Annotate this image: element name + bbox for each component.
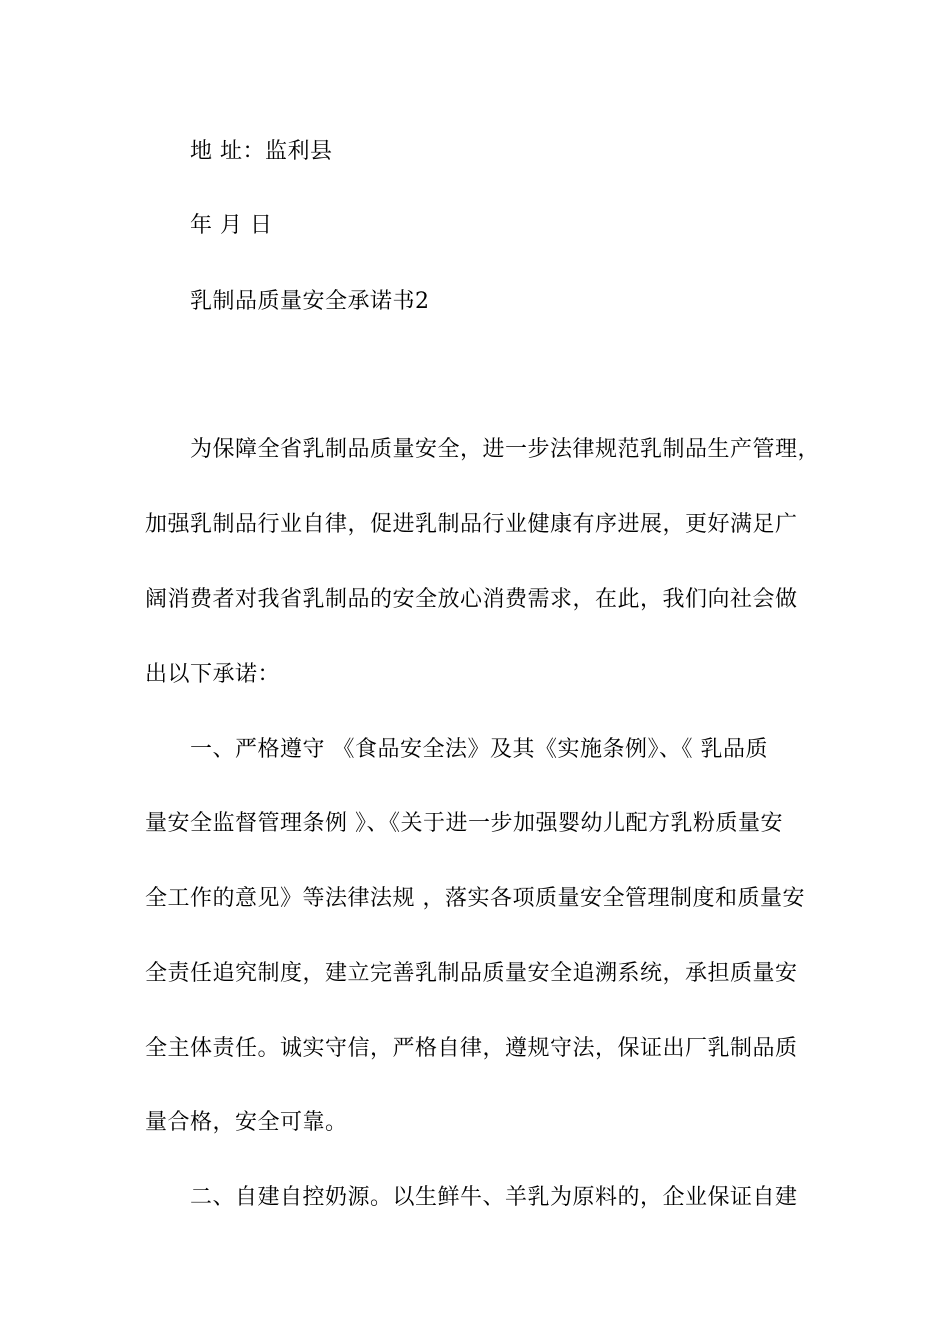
paragraph-2-line-3: 全工作的意见》等法律法规 ，落实各项质量安全管理制度和质量安 — [145, 886, 805, 911]
paragraph-1-line-4: 出以下承诺： — [145, 662, 281, 687]
paragraph-2-line-4: 全责任追究制度，建立完善乳制品质量安全追溯系统，承担质量安 — [145, 961, 798, 986]
paragraph-3-line-1: 二、自建自控奶源。以生鲜牛、羊乳为原料的，企业保证自建 — [190, 1185, 798, 1210]
paragraph-2-line-6: 量合格，安全可靠。 — [145, 1110, 348, 1135]
date-line: 年 月 日 — [190, 213, 273, 238]
paragraph-2-line-1: 一、严格遵守 《食品安全法》及其《实施条例》、《 乳品质 — [190, 737, 768, 762]
paragraph-1-line-3: 阔消费者对我省乳制品的安全放心消费需求，在此，我们向社会做 — [145, 587, 798, 612]
paragraph-1-line-2: 加强乳制品行业自律，促进乳制品行业健康有序进展，更好满足广 — [145, 512, 798, 537]
document-title: 乳制品质量安全承诺书2 — [190, 289, 430, 314]
paragraph-2-line-2: 量安全监督管理条例 》、《关于进一步加强婴幼儿配方乳粉质量安 — [145, 811, 783, 836]
paragraph-1-line-1: 为保障全省乳制品质量安全，进一步法律规范乳制品生产管理， — [190, 437, 821, 462]
address-line: 地 址：监利县 — [190, 139, 333, 164]
paragraph-2-line-5: 全主体责任。诚实守信，严格自律，遵规守法，保证出厂乳制品质 — [145, 1036, 798, 1061]
